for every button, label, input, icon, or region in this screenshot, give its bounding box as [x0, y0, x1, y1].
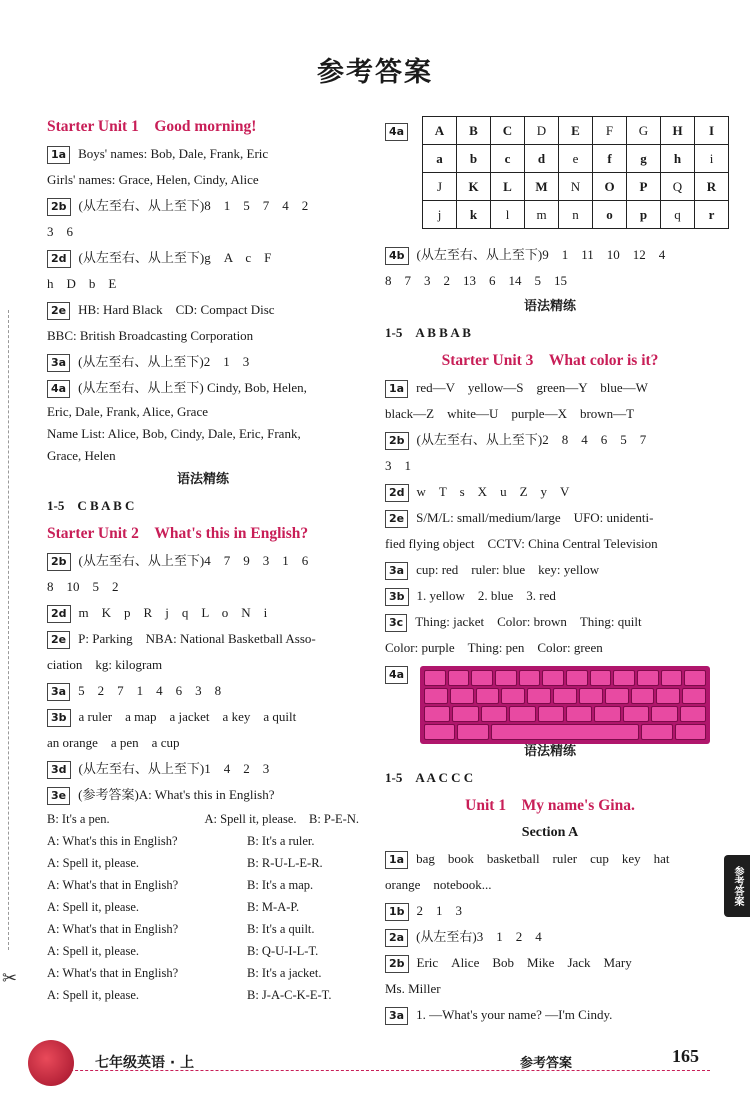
table-cell: G [627, 117, 661, 145]
answer-text: 8 7 3 2 13 6 14 5 15 [385, 273, 568, 288]
answer-text: 1. yellow 2. blue 3. red [416, 588, 556, 603]
table-cell: h [661, 145, 695, 173]
answer-text: Eric, Dale, Frank, Alice, Grace [47, 404, 208, 419]
dialog-line: A: What's that in English? [47, 922, 179, 936]
exercise-tag: 2b [47, 198, 71, 216]
table-cell: I [695, 117, 729, 145]
section-heading: Section A [521, 825, 579, 840]
cut-line [8, 310, 9, 950]
table-cell: e [559, 145, 593, 173]
table-row [423, 173, 729, 201]
grammar-answer: 1-5 C B A B C [47, 498, 135, 513]
answer-text: (从左至右、从上至下)8 1 5 7 4 2 [78, 198, 309, 213]
exercise-tag: 3a [47, 354, 70, 372]
exercise-tag: 3a [385, 562, 408, 580]
exercise-tag: 2d [47, 605, 71, 623]
exercise-tag: 2d [385, 484, 409, 502]
dialog-line: A: What's this in English? [47, 834, 178, 848]
exercise-tag: 2e [47, 631, 70, 649]
dialog-line: A: What's that in English? [47, 966, 179, 980]
answer-text: 3 6 [47, 224, 74, 239]
table-cell: N [559, 173, 593, 201]
table-cell: L [491, 173, 525, 201]
answer-text: w T s X u Z y V [416, 484, 570, 499]
side-tab: 参考答案 [724, 855, 750, 917]
alphabet-table [422, 116, 729, 229]
table-cell: C [491, 117, 525, 145]
grammar-answer: 1-5 A B B A B [385, 325, 471, 340]
exercise-tag: 4a [385, 123, 408, 141]
unit-heading: Starter Unit 1 Good morning! [47, 118, 257, 135]
dialog-line: B: It's a quilt. [247, 922, 315, 936]
table-cell: m [525, 201, 559, 229]
dialog-line: B: It's a jacket. [247, 966, 322, 980]
answer-text: fied flying object CCTV: China Central Television [385, 536, 658, 551]
dialog-line: A: Spell it, please. [47, 900, 139, 914]
answer-text: Girls' names: Grace, Helen, Cindy, Alice [47, 172, 259, 187]
mascot-image [28, 1040, 74, 1086]
table-cell: D [525, 117, 559, 145]
table-cell: R [695, 173, 729, 201]
answer-text: Color: purple Thing: pen Color: green [385, 640, 603, 655]
table-cell: M [525, 173, 559, 201]
dialog-line: A: Spell it, please. [47, 856, 139, 870]
answer-text: black—Z white—U purple—X brown—T [385, 406, 635, 421]
answer-text: an orange a pen a cup [47, 735, 180, 750]
answer-text: Boys' names: Bob, Dale, Frank, Eric [78, 146, 269, 161]
exercise-tag: 3c [385, 614, 407, 632]
table-cell: p [627, 201, 661, 229]
grammar-heading: 语法精练 [523, 744, 576, 759]
dialog-line: B: J-A-C-K-E-T. [247, 988, 332, 1002]
exercise-tag: 2b [385, 955, 409, 973]
right-column [385, 242, 715, 1028]
dialog-line: A: Spell it, please. [47, 988, 139, 1002]
exercise-tag: 1a [47, 146, 70, 164]
table-cell: q [661, 201, 695, 229]
exercise-tag: 2e [385, 510, 408, 528]
exercise-tag: 2a [385, 929, 408, 947]
answer-text: 1. —What's your name? —I'm Cindy. [416, 1007, 613, 1022]
answer-text: (参考答案)A: What's this in English? [78, 787, 275, 802]
table-row [423, 117, 729, 145]
dialog-line: A: Spell it, please. B: P-E-N. [204, 812, 359, 826]
answer-text: h D b E [47, 276, 117, 291]
answer-text: P: Parking NBA: National Basketball Asso- [78, 631, 316, 646]
exercise-tag: 2e [47, 302, 70, 320]
answer-text: orange notebook... [385, 877, 492, 892]
table-cell: j [423, 201, 457, 229]
answer-text: (从左至右、从上至下)2 1 3 [78, 354, 250, 369]
dialog-line: A: What's that in English? [47, 878, 179, 892]
table-cell: J [423, 173, 457, 201]
answer-text: (从左至右、从上至下)1 4 2 3 [78, 761, 270, 776]
exercise-tag: 3a [47, 683, 70, 701]
exercise-tag: 3b [47, 709, 71, 727]
table-cell: B [457, 117, 491, 145]
answer-text: cup: red ruler: blue key: yellow [416, 562, 600, 577]
table-cell: O [593, 173, 627, 201]
exercise-tag: 2b [385, 432, 409, 450]
unit-heading: Unit 1 My name's Gina. [465, 797, 635, 814]
exercise-tag: 3d [47, 761, 71, 779]
answer-text: BBC: British Broadcasting Corporation [47, 328, 254, 343]
answer-text: ciation kg: kilogram [47, 657, 163, 672]
answer-text: HB: Hard Black CD: Compact Disc [78, 302, 275, 317]
answer-text: bag book basketball ruler cup key hat [416, 851, 670, 866]
exercise-tag: 1a [385, 380, 408, 398]
exercise-tag: 4b [385, 247, 409, 265]
table-cell: r [695, 201, 729, 229]
answer-text: S/M/L: small/medium/large UFO: unidenti- [416, 510, 654, 525]
exercise-tag: 1b [385, 903, 409, 921]
table-cell: k [457, 201, 491, 229]
table-cell: F [593, 117, 627, 145]
answer-text: 3 1 [385, 458, 412, 473]
answer-text: (从左至右、从上至下)g A c F [78, 250, 272, 265]
answer-text: 5 2 7 1 4 6 3 8 [78, 683, 222, 698]
table-row [423, 145, 729, 173]
left-column [47, 112, 359, 1006]
answer-text: Eric Alice Bob Mike Jack Mary [416, 955, 632, 970]
book-title: 七年级英语 · 上 [95, 1055, 195, 1071]
answer-text: (从左至右、从上至下)9 1 11 10 12 4 [416, 247, 666, 262]
table-row [423, 201, 729, 229]
table-cell: H [661, 117, 695, 145]
dialog-line: B: R-U-L-E-R. [247, 856, 323, 870]
dialog-line: B: Q-U-I-L-T. [247, 944, 319, 958]
answer-text: Grace, Helen [47, 448, 116, 463]
page-number: 165 [672, 1046, 699, 1066]
keyboard-image [420, 666, 710, 744]
grammar-heading: 语法精练 [523, 299, 576, 314]
dialog-line: B: M-A-P. [247, 900, 300, 914]
exercise-tag: 2d [47, 250, 71, 268]
answer-text: 8 10 5 2 [47, 579, 119, 594]
table-cell: Q [661, 173, 695, 201]
table-cell: E [559, 117, 593, 145]
table-cell: K [457, 173, 491, 201]
dialog-line: B: It's a ruler. [247, 834, 315, 848]
dialog-line: B: It's a map. [247, 878, 314, 892]
answer-text: (从左至右、从上至下)4 7 9 3 1 6 [78, 553, 309, 568]
table-cell: i [695, 145, 729, 173]
dialog-line: B: It's a pen. [47, 812, 110, 826]
answer-text: (从左至右、从上至下)2 8 4 6 5 7 [416, 432, 647, 447]
table-cell: c [491, 145, 525, 173]
table-cell: P [627, 173, 661, 201]
scissors-icon: ✂ [2, 968, 18, 989]
answer-text: red—V yellow—S green—Y blue—W [416, 380, 648, 395]
exercise-tag: 2b [47, 553, 71, 571]
exercise-tag: 4a [385, 666, 408, 684]
table-cell: b [457, 145, 491, 173]
table-cell: g [627, 145, 661, 173]
unit-heading: Starter Unit 2 What's this in English? [47, 525, 309, 542]
dialog-line: A: Spell it, please. [47, 944, 139, 958]
exercise-tag: 4a [47, 380, 70, 398]
exercise-tag: 1a [385, 851, 408, 869]
answer-text: Ms. Miller [385, 981, 441, 996]
answer-text: 2 1 3 [416, 903, 463, 918]
grammar-heading: 语法精练 [176, 472, 229, 487]
table-cell: A [423, 117, 457, 145]
table-cell: o [593, 201, 627, 229]
exercise-tag: 3a [385, 1007, 408, 1025]
table-cell: l [491, 201, 525, 229]
exercise-tag: 3b [385, 588, 409, 606]
answer-text: (从左至右)3 1 2 4 [416, 929, 542, 944]
answer-text: a ruler a map a jacket a key a quilt [78, 709, 297, 724]
answer-text: Thing: jacket Color: brown Thing: quilt [415, 614, 642, 629]
table-cell: a [423, 145, 457, 173]
table-cell: n [559, 201, 593, 229]
answer-text: Name List: Alice, Bob, Cindy, Dale, Eric, Frank, [47, 426, 301, 441]
table-cell: d [525, 145, 559, 173]
footer-section: 参考答案 [520, 1056, 573, 1071]
unit-heading: Starter Unit 3 What color is it? [441, 352, 659, 369]
exercise-tag: 3e [47, 787, 70, 805]
answer-text: (从左至右、从上至下) Cindy, Bob, Helen, [78, 380, 307, 395]
grammar-answer: 1-5 A A C C C [385, 770, 474, 785]
page-title: 参考答案 [317, 57, 433, 88]
table-cell: f [593, 145, 627, 173]
answer-text: m K p R j q L o N i [78, 605, 268, 620]
